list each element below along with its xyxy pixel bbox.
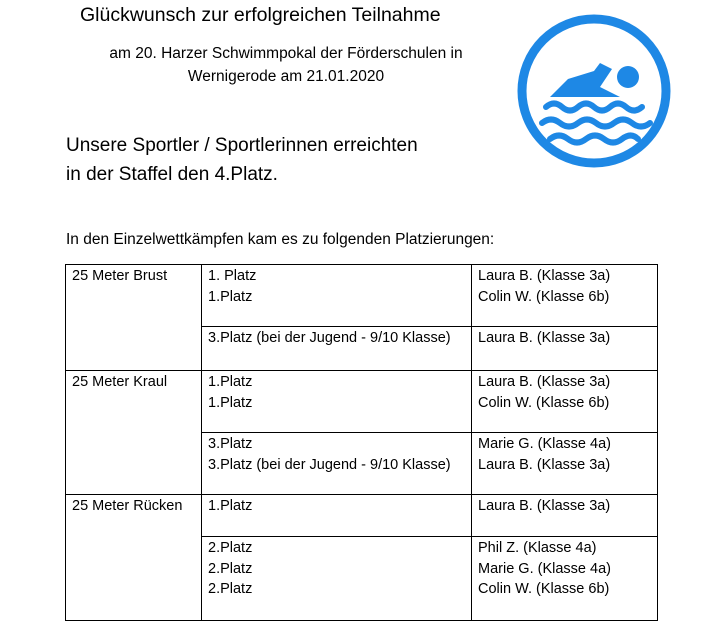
placement-text: 3.Platz (bei der Jugend - 9/10 Klasse) — [208, 456, 451, 473]
placement-cell — [202, 265, 472, 327]
placement-cell — [202, 327, 472, 371]
participant-cell — [472, 371, 658, 433]
placement-text: 1.Platz — [208, 288, 253, 305]
participant-cell — [472, 495, 658, 537]
subtitle-line: am 20. Harzer Schwimmpokal der Förderschulen in — [109, 45, 463, 62]
participant-name: Colin W. (Klasse 6b) — [478, 581, 610, 597]
placement-text: 3.Platz (bei der Jugend - 9/10 Klasse) — [208, 330, 451, 346]
placement-cell — [202, 371, 472, 433]
participant-name: Laura B. (Klasse 3a) — [478, 330, 611, 346]
document-title: Glückwunsch zur erfolgreichen Teilnahme — [80, 4, 441, 26]
participant-name: Laura B. (Klasse 3a) — [478, 374, 611, 390]
participant-name: Laura B. (Klasse 3a) — [478, 268, 611, 284]
placement-text: 1.Platz — [208, 374, 253, 390]
relay-result — [66, 131, 506, 189]
discipline-cell: 25 Meter Brust — [66, 265, 202, 371]
placement-text: 2.Platz — [208, 560, 253, 577]
result-line: in der Staffel den 4.Platz. — [66, 164, 278, 185]
placements-table — [65, 264, 658, 621]
placement-cell — [202, 433, 472, 495]
participant-name: Marie G. (Klasse 4a) — [478, 436, 611, 452]
event-subtitle — [66, 42, 506, 88]
participant-name: Phil Z. (Klasse 4a) — [478, 540, 597, 556]
participant-name: Laura B. (Klasse 3a) — [478, 456, 611, 473]
placement-text: 2.Platz — [208, 540, 253, 556]
participant-cell — [472, 433, 658, 495]
participant-cell — [472, 327, 658, 371]
table-row — [66, 371, 658, 433]
discipline-cell: 25 Meter Rücken — [66, 495, 202, 621]
participant-name: Colin W. (Klasse 6b) — [478, 288, 610, 305]
table-row — [66, 265, 658, 327]
placement-cell — [202, 495, 472, 537]
participant-name: Colin W. (Klasse 6b) — [478, 394, 610, 411]
subtitle-line: Wernigerode am 21.01.2020 — [187, 68, 385, 85]
placement-text: 1.Platz — [208, 498, 253, 514]
placement-text: 2.Platz — [208, 581, 253, 597]
placement-text: 1.Platz — [208, 394, 253, 411]
participant-name: Marie G. (Klasse 4a) — [478, 560, 611, 577]
discipline-cell: 25 Meter Kraul — [66, 371, 202, 495]
participant-name: Laura B. (Klasse 3a) — [478, 498, 611, 514]
participant-cell — [472, 265, 658, 327]
placement-cell — [202, 537, 472, 621]
participant-cell — [472, 537, 658, 621]
swimmer-icon — [516, 13, 672, 169]
placement-text: 1. Platz — [208, 268, 257, 284]
result-line: Unsere Sportler / Sportlerinnen erreichten — [66, 135, 418, 156]
placement-text: 3.Platz — [208, 436, 253, 452]
intro-text: In den Einzelwettkämpfen kam es zu folgenden Platzierungen: — [66, 231, 495, 248]
table-row — [66, 495, 658, 537]
